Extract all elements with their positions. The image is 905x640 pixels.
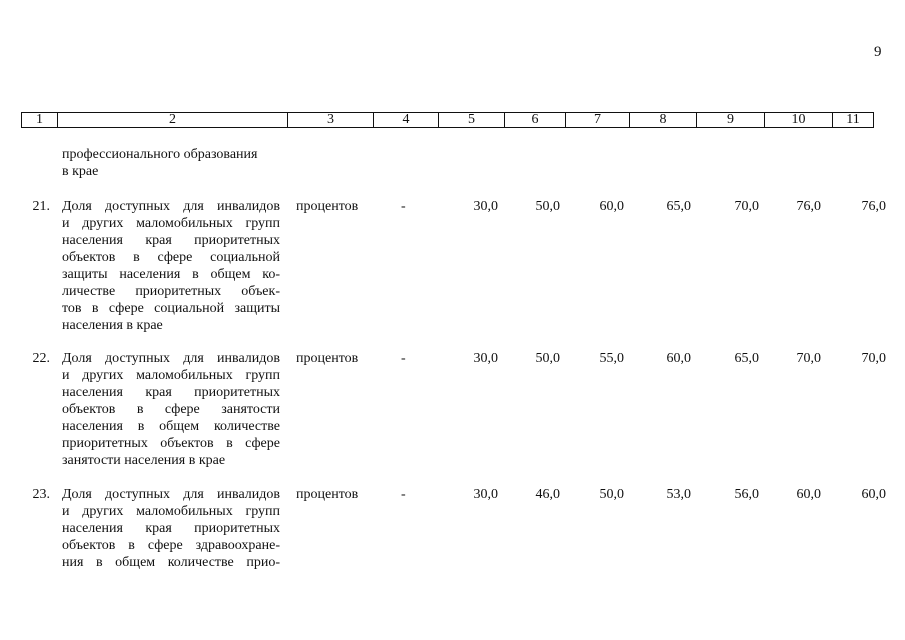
value-col10: 76,0 (796, 199, 821, 214)
value-col6: 46,0 (535, 487, 560, 502)
header-col-2: 2 (58, 113, 288, 127)
desc-line: Доля доступных для инвалидов (62, 487, 280, 502)
desc-line: объектов в сфере здравоохране- (62, 538, 280, 553)
header-col-3: 3 (288, 113, 374, 127)
desc-line: и других маломобильных групп (62, 368, 280, 383)
value-col8: 53,0 (666, 487, 691, 502)
header-col-1: 1 (22, 113, 58, 127)
desc-line: приоритетных объектов в сфере (62, 436, 280, 451)
desc-line: тов в сфере социальной защиты (62, 301, 280, 316)
page-number: 9 (874, 44, 882, 60)
row-unit: процентов (296, 199, 359, 214)
value-col10: 60,0 (796, 487, 821, 502)
header-col-6: 6 (505, 113, 566, 127)
value-col8: 60,0 (666, 351, 691, 366)
row-number: 21. (32, 199, 50, 214)
value-col7: 55,0 (599, 351, 624, 366)
value-col8: 65,0 (666, 199, 691, 214)
row-number: 22. (32, 351, 50, 366)
continuation-text (62, 146, 280, 180)
row-description (62, 350, 280, 469)
row-number: 23. (32, 487, 50, 502)
desc-line: населения края приоритетных (62, 521, 280, 536)
row-unit: процентов (296, 487, 359, 502)
desc-line: объектов в сфере социальной (62, 250, 280, 265)
desc-line: населения края приоритетных (62, 385, 280, 400)
value-col10: 70,0 (796, 351, 821, 366)
desc-line: и других маломобильных групп (62, 504, 280, 519)
value-col5: 30,0 (473, 199, 498, 214)
value-col9: 56,0 (734, 487, 759, 502)
header-col-5: 5 (439, 113, 505, 127)
desc-line: населения края приоритетных (62, 233, 280, 248)
desc-line: личестве приоритетных объек- (62, 284, 280, 299)
desc-line: ния в общем количестве прио- (62, 555, 280, 570)
header-col-4: 4 (374, 113, 439, 127)
value-col5: 30,0 (473, 351, 498, 366)
desc-line: Доля доступных для инвалидов (62, 199, 280, 214)
value-col6: 50,0 (535, 351, 560, 366)
header-col-9: 9 (697, 113, 765, 127)
row-description (62, 198, 280, 334)
header-col-8: 8 (630, 113, 697, 127)
row-col4: - (401, 351, 406, 366)
value-col7: 60,0 (599, 199, 624, 214)
desc-line: населения в общем количестве (62, 419, 280, 434)
row-col4: - (401, 487, 406, 502)
row-description (62, 486, 280, 571)
value-col9: 70,0 (734, 199, 759, 214)
table-header (21, 112, 874, 128)
desc-line: занятости населения в крае (62, 453, 226, 468)
desc-line: Доля доступных для инвалидов (62, 351, 280, 366)
value-col11: 70,0 (861, 351, 886, 366)
desc-line: населения в крае (62, 318, 163, 333)
continuation-line: в крае (62, 164, 99, 179)
header-col-7: 7 (566, 113, 630, 127)
continuation-line: профессионального образования (62, 147, 258, 162)
row-col4: - (401, 199, 406, 214)
value-col11: 60,0 (861, 487, 886, 502)
value-col11: 76,0 (861, 199, 886, 214)
value-col7: 50,0 (599, 487, 624, 502)
row-unit: процентов (296, 351, 359, 366)
header-col-11: 11 (846, 112, 860, 127)
desc-line: защиты населения в общем ко- (62, 267, 280, 282)
value-col9: 65,0 (734, 351, 759, 366)
value-col5: 30,0 (473, 487, 498, 502)
desc-line: и других маломобильных групп (62, 216, 280, 231)
desc-line: объектов в сфере занятости (62, 402, 280, 417)
header-col-10: 10 (765, 113, 833, 127)
value-col6: 50,0 (535, 199, 560, 214)
